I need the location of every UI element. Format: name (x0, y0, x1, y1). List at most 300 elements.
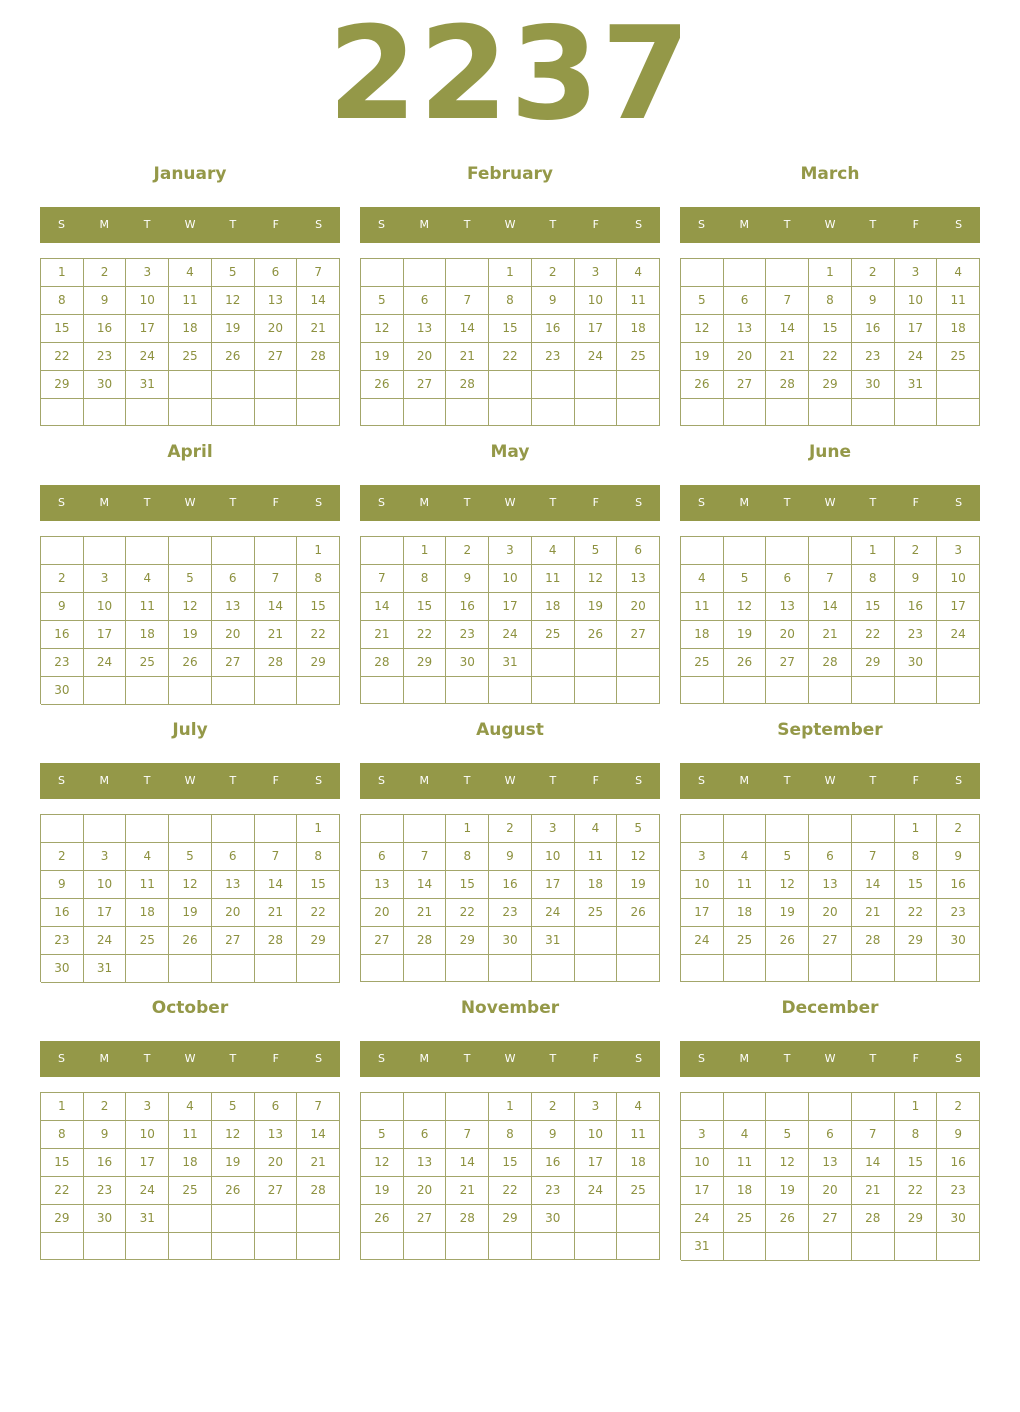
month-name: February (466, 164, 554, 184)
empty-day-cell (809, 1093, 852, 1121)
weekday-label: F (592, 774, 599, 787)
weekday-label: S (377, 774, 385, 787)
empty-day-cell (404, 259, 447, 287)
day-cell: 8 (404, 565, 447, 593)
weekday-header (40, 763, 340, 799)
weekday-label: S (955, 218, 963, 231)
day-cell: 21 (766, 343, 809, 371)
day-cell: 20 (809, 1177, 852, 1205)
day-cell: 19 (212, 315, 255, 343)
empty-day-cell (41, 537, 84, 565)
empty-day-cell (766, 815, 809, 843)
day-cell: 13 (766, 593, 809, 621)
day-cell: 15 (852, 593, 895, 621)
empty-day-cell (489, 677, 532, 704)
empty-day-cell (169, 537, 212, 565)
day-cell: 14 (255, 593, 298, 621)
weekday-label: T (783, 218, 791, 231)
day-cell: 2 (532, 259, 575, 287)
day-cell: 5 (766, 843, 809, 871)
day-cell: 5 (169, 843, 212, 871)
day-cell: 3 (126, 1093, 169, 1121)
empty-day-cell (404, 815, 447, 843)
day-cell: 20 (404, 343, 447, 371)
weekday-label: S (377, 218, 385, 231)
empty-day-cell (937, 1233, 980, 1261)
day-cell: 20 (212, 899, 255, 927)
day-cell: 13 (724, 315, 767, 343)
day-cell: 27 (361, 927, 404, 955)
month-november (360, 996, 660, 1266)
day-cell: 15 (809, 315, 852, 343)
empty-day-cell (255, 537, 298, 565)
weekday-label: W (824, 774, 836, 787)
day-cell: 2 (937, 815, 980, 843)
day-cell: 24 (575, 1177, 618, 1205)
day-cell: 20 (404, 1177, 447, 1205)
empty-day-cell (212, 371, 255, 399)
empty-day-cell (297, 1205, 340, 1233)
day-grid (680, 1092, 980, 1260)
day-cell: 8 (809, 287, 852, 315)
empty-day-cell (297, 955, 340, 983)
month-december (680, 996, 980, 1266)
weekday-label: W (504, 496, 516, 509)
weekday-label: S (955, 774, 963, 787)
empty-day-cell (617, 399, 660, 426)
day-cell: 6 (255, 259, 298, 287)
weekday-label: S (955, 496, 963, 509)
day-cell: 25 (126, 649, 169, 677)
day-cell: 19 (575, 593, 618, 621)
empty-day-cell (169, 371, 212, 399)
empty-day-cell (489, 955, 532, 982)
day-cell: 25 (617, 1177, 660, 1205)
day-cell: 20 (617, 593, 660, 621)
day-cell: 29 (895, 927, 938, 955)
month-september (680, 718, 980, 988)
day-cell: 4 (126, 843, 169, 871)
day-cell: 10 (681, 871, 724, 899)
day-cell: 16 (84, 315, 127, 343)
day-cell: 22 (404, 621, 447, 649)
day-cell: 9 (532, 287, 575, 315)
empty-day-cell (297, 371, 340, 399)
day-cell: 9 (84, 1121, 127, 1149)
day-cell: 8 (895, 1121, 938, 1149)
weekday-label: T (783, 774, 791, 787)
day-cell: 14 (297, 1121, 340, 1149)
day-cell: 17 (681, 1177, 724, 1205)
day-cell: 4 (575, 815, 618, 843)
day-cell: 30 (937, 1205, 980, 1233)
day-cell: 5 (169, 565, 212, 593)
empty-day-cell (766, 259, 809, 287)
day-cell: 12 (169, 871, 212, 899)
weekday-header (680, 485, 980, 521)
weekday-label: T (463, 496, 471, 509)
empty-day-cell (255, 955, 298, 983)
empty-day-cell (404, 1233, 447, 1260)
empty-day-cell (724, 259, 767, 287)
empty-day-cell (575, 371, 618, 399)
day-cell: 3 (489, 537, 532, 565)
day-cell: 14 (766, 315, 809, 343)
day-cell: 9 (446, 565, 489, 593)
day-cell: 13 (809, 871, 852, 899)
empty-day-cell (84, 815, 127, 843)
month-february (360, 162, 660, 432)
day-cell: 8 (297, 565, 340, 593)
day-cell: 13 (255, 1121, 298, 1149)
weekday-header (360, 1041, 660, 1077)
day-cell: 17 (532, 871, 575, 899)
empty-day-cell (532, 371, 575, 399)
day-cell: 11 (617, 1121, 660, 1149)
day-cell: 1 (446, 815, 489, 843)
empty-day-cell (852, 677, 895, 704)
day-cell: 29 (446, 927, 489, 955)
empty-day-cell (169, 399, 212, 426)
day-cell: 12 (169, 593, 212, 621)
day-cell: 8 (297, 843, 340, 871)
day-cell: 19 (766, 1177, 809, 1205)
weekday-label: T (229, 1052, 237, 1065)
day-cell: 14 (255, 871, 298, 899)
day-cell: 31 (126, 1205, 169, 1233)
empty-day-cell (255, 399, 298, 426)
weekday-header (360, 763, 660, 799)
day-cell: 12 (617, 843, 660, 871)
day-cell: 15 (41, 1149, 84, 1177)
day-cell: 23 (937, 899, 980, 927)
weekday-label: T (869, 1052, 877, 1065)
day-cell: 27 (809, 927, 852, 955)
day-cell: 1 (895, 1093, 938, 1121)
day-cell: 25 (724, 1205, 767, 1233)
weekday-label: M (99, 1052, 110, 1065)
day-cell: 30 (852, 371, 895, 399)
weekday-label: S (697, 774, 705, 787)
day-grid (40, 1092, 340, 1260)
day-cell: 10 (895, 287, 938, 315)
day-cell: 24 (489, 621, 532, 649)
day-grid (40, 258, 340, 426)
empty-day-cell (404, 399, 447, 426)
day-cell: 17 (575, 315, 618, 343)
empty-day-cell (766, 955, 809, 982)
day-cell: 7 (852, 1121, 895, 1149)
day-cell: 23 (84, 343, 127, 371)
empty-day-cell (724, 677, 767, 704)
day-cell: 25 (126, 927, 169, 955)
day-cell: 2 (41, 843, 84, 871)
empty-day-cell (852, 815, 895, 843)
weekday-header (40, 207, 340, 243)
day-cell: 4 (937, 259, 980, 287)
empty-day-cell (255, 371, 298, 399)
empty-day-cell (404, 677, 447, 704)
day-cell: 17 (126, 1149, 169, 1177)
empty-day-cell (446, 677, 489, 704)
day-cell: 26 (766, 927, 809, 955)
day-cell: 9 (41, 871, 84, 899)
day-cell: 27 (255, 343, 298, 371)
empty-day-cell (169, 1233, 212, 1260)
weekday-header (40, 485, 340, 521)
day-cell: 2 (852, 259, 895, 287)
day-cell: 2 (446, 537, 489, 565)
day-cell: 16 (489, 871, 532, 899)
empty-day-cell (404, 1093, 447, 1121)
day-cell: 5 (766, 1121, 809, 1149)
weekday-label: M (419, 218, 430, 231)
day-cell: 29 (41, 1205, 84, 1233)
weekday-label: F (272, 218, 279, 231)
weekday-label: S (955, 1052, 963, 1065)
day-cell: 13 (212, 871, 255, 899)
day-cell: 1 (852, 537, 895, 565)
weekday-label: W (184, 496, 196, 509)
empty-day-cell (212, 1233, 255, 1260)
day-cell: 9 (852, 287, 895, 315)
day-cell: 15 (895, 1149, 938, 1177)
empty-day-cell (361, 955, 404, 982)
day-cell: 5 (575, 537, 618, 565)
day-cell: 28 (446, 371, 489, 399)
day-cell: 11 (724, 871, 767, 899)
day-cell: 16 (895, 593, 938, 621)
day-cell: 16 (41, 899, 84, 927)
empty-day-cell (895, 399, 938, 426)
empty-day-cell (532, 399, 575, 426)
day-cell: 16 (937, 1149, 980, 1177)
day-cell: 25 (937, 343, 980, 371)
weekday-label: S (57, 496, 65, 509)
weekday-label: T (229, 496, 237, 509)
weekday-label: T (463, 774, 471, 787)
day-cell: 11 (937, 287, 980, 315)
day-cell: 13 (809, 1149, 852, 1177)
day-cell: 1 (489, 1093, 532, 1121)
weekday-label: T (549, 218, 557, 231)
day-cell: 28 (446, 1205, 489, 1233)
day-cell: 5 (681, 287, 724, 315)
day-cell: 26 (724, 649, 767, 677)
day-cell: 26 (169, 649, 212, 677)
empty-day-cell (895, 1233, 938, 1261)
month-name: May (490, 442, 530, 462)
day-cell: 12 (766, 1149, 809, 1177)
day-cell: 10 (84, 593, 127, 621)
empty-day-cell (532, 677, 575, 704)
day-cell: 3 (575, 1093, 618, 1121)
empty-day-cell (255, 815, 298, 843)
day-cell: 15 (446, 871, 489, 899)
weekday-label: S (57, 774, 65, 787)
day-cell: 9 (937, 843, 980, 871)
day-cell: 23 (446, 621, 489, 649)
day-cell: 1 (297, 815, 340, 843)
day-cell: 27 (617, 621, 660, 649)
empty-day-cell (937, 371, 980, 399)
day-grid (680, 536, 980, 704)
day-cell: 27 (809, 1205, 852, 1233)
day-cell: 1 (297, 537, 340, 565)
day-cell: 21 (297, 315, 340, 343)
empty-day-cell (297, 677, 340, 705)
day-cell: 9 (532, 1121, 575, 1149)
day-cell: 19 (766, 899, 809, 927)
day-cell: 27 (404, 1205, 447, 1233)
day-cell: 18 (126, 621, 169, 649)
day-grid (360, 536, 660, 704)
day-cell: 8 (489, 1121, 532, 1149)
day-cell: 21 (446, 1177, 489, 1205)
weekday-label: W (184, 774, 196, 787)
day-cell: 15 (297, 871, 340, 899)
empty-day-cell (489, 399, 532, 426)
weekday-label: S (377, 496, 385, 509)
day-cell: 20 (766, 621, 809, 649)
day-cell: 18 (617, 315, 660, 343)
day-cell: 21 (255, 621, 298, 649)
weekday-label: M (419, 496, 430, 509)
day-cell: 18 (681, 621, 724, 649)
day-cell: 25 (532, 621, 575, 649)
day-cell: 23 (41, 927, 84, 955)
day-cell: 10 (681, 1149, 724, 1177)
day-cell: 10 (532, 843, 575, 871)
month-name: September (777, 720, 883, 740)
day-cell: 6 (404, 287, 447, 315)
weekday-label: T (463, 1052, 471, 1065)
day-cell: 26 (766, 1205, 809, 1233)
day-cell: 28 (852, 1205, 895, 1233)
day-cell: 9 (937, 1121, 980, 1149)
weekday-label: T (549, 1052, 557, 1065)
day-cell: 10 (126, 1121, 169, 1149)
day-cell: 13 (617, 565, 660, 593)
empty-day-cell (41, 399, 84, 426)
day-cell: 17 (681, 899, 724, 927)
weekday-label: S (315, 218, 323, 231)
day-cell: 22 (446, 899, 489, 927)
day-cell: 18 (617, 1149, 660, 1177)
day-cell: 30 (446, 649, 489, 677)
day-cell: 28 (297, 343, 340, 371)
day-grid (360, 1092, 660, 1260)
day-cell: 21 (361, 621, 404, 649)
day-cell: 10 (84, 871, 127, 899)
day-cell: 4 (169, 259, 212, 287)
day-cell: 18 (169, 1149, 212, 1177)
weekday-label: S (315, 1052, 323, 1065)
day-cell: 31 (681, 1233, 724, 1261)
weekday-label: T (869, 774, 877, 787)
day-cell: 4 (724, 1121, 767, 1149)
empty-day-cell (84, 399, 127, 426)
day-cell: 11 (532, 565, 575, 593)
weekday-label: S (697, 1052, 705, 1065)
weekday-label: S (377, 1052, 385, 1065)
day-cell: 25 (681, 649, 724, 677)
month-august (360, 718, 660, 988)
day-cell: 27 (766, 649, 809, 677)
day-cell: 3 (126, 259, 169, 287)
day-cell: 1 (895, 815, 938, 843)
day-cell: 12 (724, 593, 767, 621)
day-cell: 2 (489, 815, 532, 843)
day-cell: 5 (617, 815, 660, 843)
empty-day-cell (681, 259, 724, 287)
day-cell: 11 (169, 1121, 212, 1149)
day-cell: 18 (532, 593, 575, 621)
day-cell: 21 (852, 1177, 895, 1205)
day-cell: 31 (84, 955, 127, 983)
day-cell: 16 (852, 315, 895, 343)
day-cell: 16 (41, 621, 84, 649)
day-cell: 9 (489, 843, 532, 871)
month-july (40, 718, 340, 988)
day-cell: 12 (212, 1121, 255, 1149)
day-cell: 13 (404, 315, 447, 343)
empty-day-cell (681, 955, 724, 982)
day-cell: 7 (297, 259, 340, 287)
day-cell: 15 (297, 593, 340, 621)
day-cell: 23 (895, 621, 938, 649)
weekday-label: S (697, 218, 705, 231)
day-cell: 26 (212, 1177, 255, 1205)
day-cell: 12 (361, 315, 404, 343)
empty-day-cell (617, 677, 660, 704)
day-cell: 18 (169, 315, 212, 343)
empty-day-cell (575, 927, 618, 955)
weekday-label: T (143, 774, 151, 787)
empty-day-cell (937, 399, 980, 426)
empty-day-cell (446, 1233, 489, 1260)
empty-day-cell (895, 955, 938, 982)
empty-day-cell (169, 815, 212, 843)
day-cell: 20 (724, 343, 767, 371)
day-cell: 31 (532, 927, 575, 955)
weekday-label: F (912, 1052, 919, 1065)
day-cell: 20 (255, 1149, 298, 1177)
day-cell: 8 (446, 843, 489, 871)
weekday-label: S (315, 496, 323, 509)
weekday-label: S (315, 774, 323, 787)
empty-day-cell (84, 537, 127, 565)
empty-day-cell (361, 1233, 404, 1260)
weekday-label: W (824, 1052, 836, 1065)
day-cell: 15 (489, 315, 532, 343)
empty-day-cell (809, 537, 852, 565)
month-october (40, 996, 340, 1266)
weekday-header (40, 1041, 340, 1077)
empty-day-cell (169, 955, 212, 983)
weekday-label: W (504, 218, 516, 231)
day-cell: 23 (84, 1177, 127, 1205)
day-cell: 29 (297, 927, 340, 955)
day-cell: 9 (84, 287, 127, 315)
day-cell: 13 (361, 871, 404, 899)
day-cell: 20 (809, 899, 852, 927)
month-may (360, 440, 660, 710)
empty-day-cell (724, 1233, 767, 1261)
day-cell: 26 (617, 899, 660, 927)
empty-day-cell (766, 1233, 809, 1261)
day-cell: 12 (681, 315, 724, 343)
